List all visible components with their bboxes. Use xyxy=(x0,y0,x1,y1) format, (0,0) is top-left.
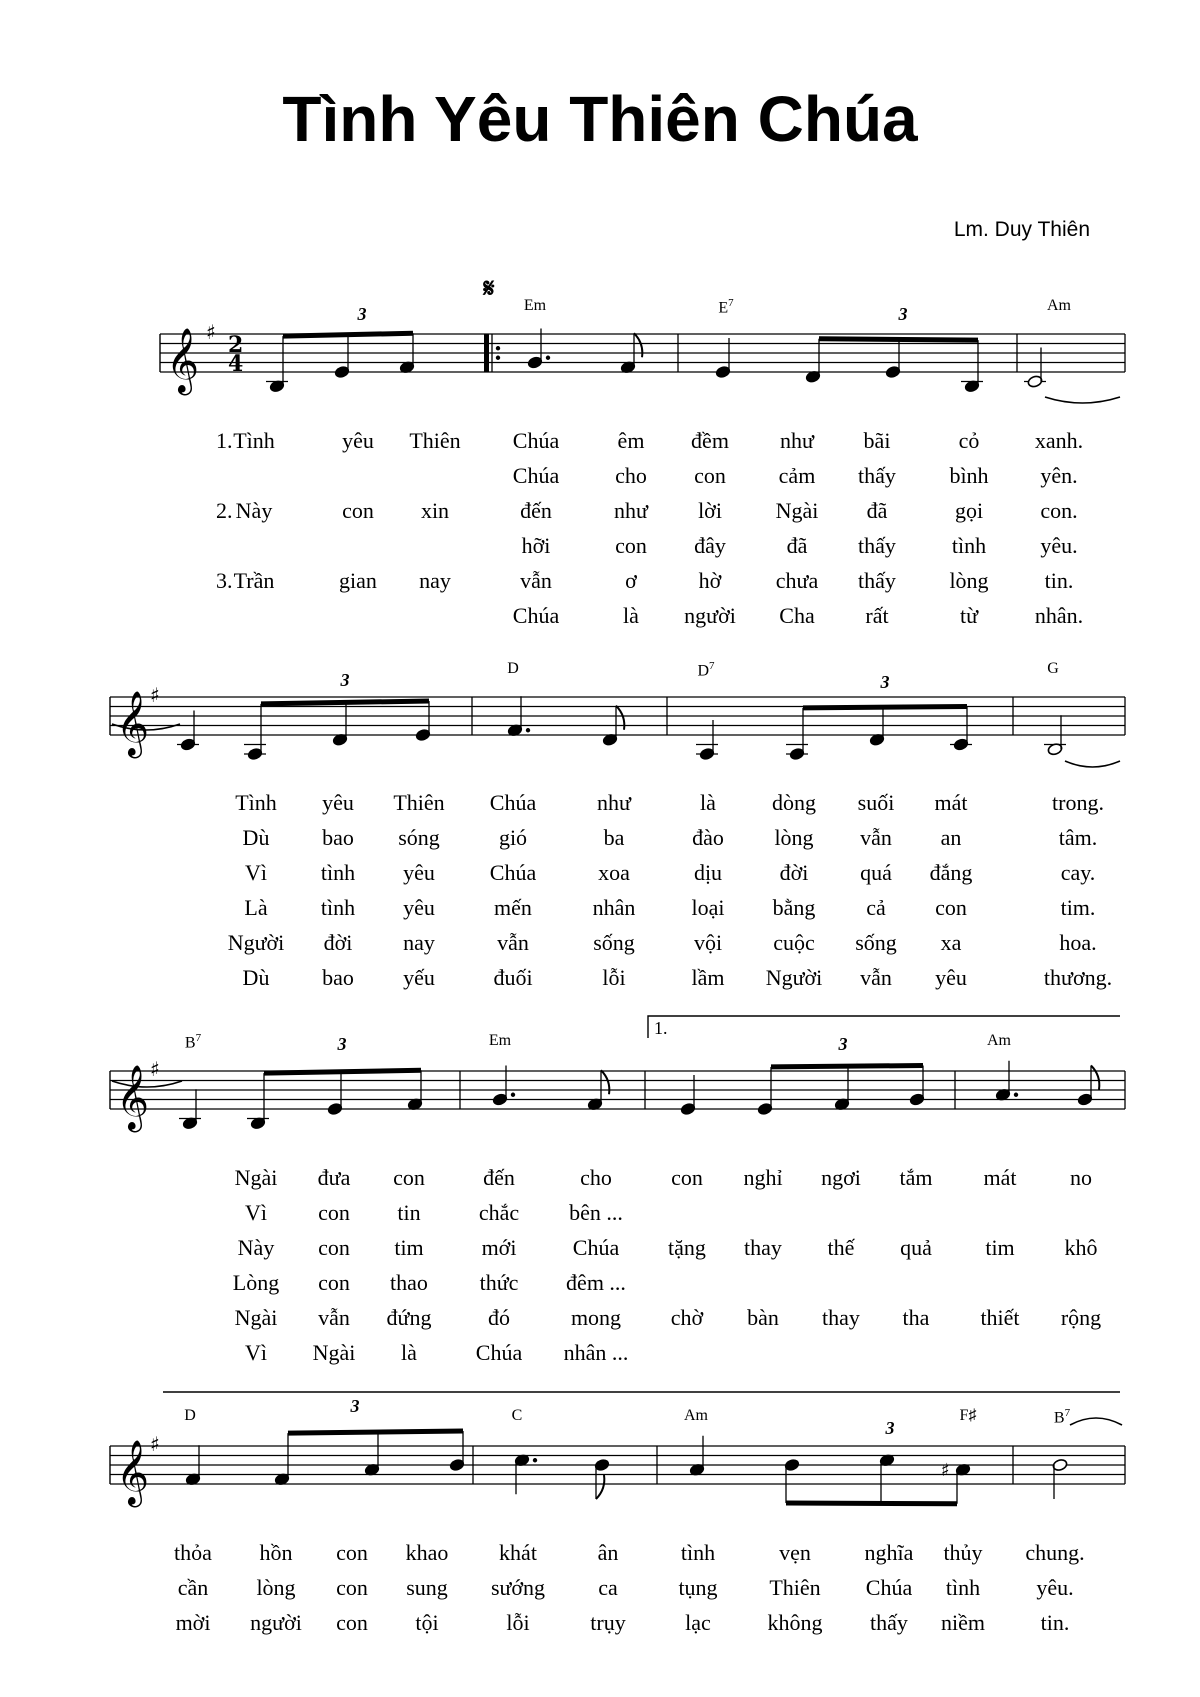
lyric-syllable: xin xyxy=(420,498,450,523)
lyric-syllable: tình xyxy=(680,1540,716,1565)
lyric-syllable: tình xyxy=(320,860,356,885)
lyric-syllable: thấy xyxy=(858,568,896,593)
lyric-syllable: no xyxy=(1070,1165,1092,1190)
lyric-syllable: con xyxy=(671,1165,703,1190)
lyric-syllable: trong. xyxy=(1052,790,1104,815)
note-beam xyxy=(786,1503,957,1504)
lyric-syllable: rất xyxy=(865,603,889,628)
lyric-syllable: đây xyxy=(694,533,726,558)
staff-system-3 xyxy=(110,1016,1125,1132)
chord-symbol: C xyxy=(511,1407,523,1424)
lyric-syllable: dòng xyxy=(772,790,816,815)
lyric-syllable: êm xyxy=(617,428,645,453)
lyric-syllable: Thiên xyxy=(393,790,445,815)
lyric-syllable: Chúa xyxy=(512,463,560,488)
lyric-syllable: Dù xyxy=(242,825,270,850)
lyric-syllable: thao xyxy=(390,1270,428,1295)
sharp-accidental-icon: ♯ xyxy=(941,1459,950,1481)
song-title: Tình Yêu Thiên Chúa xyxy=(282,83,918,155)
lyric-syllable: Ngài xyxy=(775,498,819,523)
lyric-syllable: con xyxy=(615,533,647,558)
lyric-syllable: tim xyxy=(985,1235,1015,1260)
lyric-syllable: đào xyxy=(692,825,724,850)
lyric-syllable: sóng xyxy=(398,825,440,850)
lyric-syllable: khô xyxy=(1064,1235,1098,1260)
lyric-syllable: nhân. xyxy=(1034,603,1084,628)
time-signature-numerator: 2 xyxy=(228,332,244,358)
chord-symbol: D xyxy=(184,1407,196,1424)
lyric-syllable: Dù xyxy=(242,965,270,990)
lyric-syllable: lòng xyxy=(774,825,814,850)
lyric-syllable: con xyxy=(336,1610,368,1635)
chord-symbol: $D^7$ xyxy=(697,660,715,680)
lyric-syllable: Là xyxy=(244,895,268,920)
lyric-syllable: Cha xyxy=(779,603,815,628)
lyric-syllable: là xyxy=(401,1340,417,1365)
lyric-syllable: mát xyxy=(934,790,968,815)
lyric-syllable: khao xyxy=(405,1540,449,1565)
verse-number: 2. xyxy=(216,498,233,523)
chord-extension: 7 xyxy=(728,297,734,309)
volta-bracket xyxy=(648,1016,1120,1038)
note-flag xyxy=(596,1475,604,1499)
lyric-syllable: nay xyxy=(419,568,451,593)
lyric-syllable: tình xyxy=(320,895,356,920)
lyric-syllable: Chúa xyxy=(489,790,537,815)
lyric-syllable: nay xyxy=(403,930,435,955)
lyric-syllable: Chúa xyxy=(512,428,560,453)
note-flag xyxy=(1091,1066,1099,1090)
lyric-syllable: Chúa xyxy=(512,603,560,628)
lyric-syllable: Tình xyxy=(233,428,275,453)
augmentation-dot xyxy=(546,356,550,360)
lyric-syllable: Người xyxy=(227,930,285,955)
chord-extension: 7 xyxy=(709,660,715,672)
tuplet-number: 3 xyxy=(340,670,350,690)
lyric-syllable: vẫn xyxy=(520,568,552,593)
lyric-syllable: tin xyxy=(397,1200,421,1225)
lyric-syllable: cần xyxy=(177,1575,209,1600)
tuplet-number: 3 xyxy=(885,1418,895,1438)
chord-symbol: $B^7$ xyxy=(184,1032,202,1052)
lyric-syllable: người xyxy=(684,603,736,628)
lyric-syllable: cả xyxy=(866,895,886,920)
chord-symbol: F♯ xyxy=(959,1407,977,1424)
lyric-syllable: tặng xyxy=(668,1235,706,1260)
lyric-syllable: như xyxy=(780,428,814,453)
lyric-syllable: Trần xyxy=(233,568,275,593)
lyric-syllable: cho xyxy=(615,463,647,488)
lyric-syllable: vội xyxy=(693,930,723,955)
lyric-syllable: ba xyxy=(603,825,625,850)
lyric-syllable: không xyxy=(767,1610,823,1635)
augmentation-dot xyxy=(1014,1093,1018,1097)
note-beam xyxy=(264,1070,421,1073)
lyric-syllable: mới xyxy=(481,1235,517,1260)
lyric-syllable: Chúa xyxy=(865,1575,913,1600)
lyric-syllable: con xyxy=(318,1235,350,1260)
lyric-syllable: suối xyxy=(857,790,895,815)
augmentation-dot xyxy=(533,1458,537,1462)
lyric-syllable: bao xyxy=(322,965,354,990)
note-flag xyxy=(601,1070,609,1094)
chord-symbol: Em xyxy=(523,297,547,314)
lyric-syllable: yêu xyxy=(322,790,354,815)
lyric-syllable: ngơi xyxy=(821,1165,861,1190)
lyric-syllable: thấy xyxy=(858,463,896,488)
tuplet-number: 3 xyxy=(357,304,367,324)
lyric-syllable: Thiên xyxy=(769,1575,821,1600)
lyric-syllable: sướng xyxy=(490,1575,546,1600)
lyric-syllable: tin. xyxy=(1040,1610,1070,1635)
composer-credit: Lm. Duy Thiên xyxy=(953,218,1090,241)
lyric-syllable: lời xyxy=(698,498,722,523)
augmentation-dot xyxy=(526,728,530,732)
lyric-syllable: con xyxy=(342,498,374,523)
lyric-syllable: đời xyxy=(323,930,353,955)
lyric-syllable: Tình xyxy=(235,790,277,815)
tuplet-number: 3 xyxy=(337,1034,347,1054)
lyric-syllable: hỡi xyxy=(521,533,551,558)
lyric-syllable: lạc xyxy=(685,1610,711,1635)
lyric-syllable: lòng xyxy=(949,568,989,593)
lyric-syllable: Này xyxy=(235,498,273,523)
lyric-syllable: quá xyxy=(860,860,892,885)
lyric-syllable: gian xyxy=(339,568,377,593)
tie-curve xyxy=(1045,397,1120,403)
lyric-syllable: yên. xyxy=(1040,463,1078,488)
lyric-syllable: thấy xyxy=(870,1610,908,1635)
lyric-syllable: an xyxy=(940,825,962,850)
lyric-syllable: lỗi xyxy=(506,1610,530,1635)
lyric-syllable: con xyxy=(318,1270,350,1295)
volta-label: 1. xyxy=(654,1018,668,1038)
lyric-syllable: cuộc xyxy=(773,930,815,955)
lyric-syllable: như xyxy=(614,498,648,523)
chord-symbol: Am xyxy=(684,1407,708,1424)
lyric-syllable: từ xyxy=(959,603,979,628)
tie-curve xyxy=(1065,761,1120,767)
lyric-syllable: đắng xyxy=(929,860,973,885)
lyric-syllable: đã xyxy=(786,533,808,558)
lyric-syllable: mến xyxy=(494,895,532,920)
lyric-syllable: yêu xyxy=(403,860,435,885)
lyric-syllable: đã xyxy=(866,498,888,523)
lyric-syllable: yêu xyxy=(342,428,374,453)
lyric-syllable: tình xyxy=(945,1575,981,1600)
lyric-syllable: thỏa xyxy=(174,1540,212,1565)
lyric-syllable: Chúa xyxy=(572,1235,620,1260)
lyric-syllable: là xyxy=(700,790,716,815)
lyric-syllable: tội xyxy=(415,1610,439,1635)
lyric-syllable: thương. xyxy=(1043,965,1113,990)
lyric-syllable: đến xyxy=(483,1165,515,1190)
lyric-syllable: vẹn xyxy=(779,1540,811,1565)
note-beam xyxy=(803,706,967,707)
tuplet-number: 3 xyxy=(880,672,890,692)
lyric-syllable: Vì xyxy=(245,860,267,885)
lyric-syllable: vẫn xyxy=(318,1305,350,1330)
lyric-syllable: tâm. xyxy=(1058,825,1098,850)
chord-symbol: Am xyxy=(1047,297,1071,314)
tie-curve xyxy=(1070,1418,1122,1425)
lyric-syllable: đến xyxy=(520,498,552,523)
lyric-syllable: tắm xyxy=(899,1165,933,1190)
chord-symbol: $B^7$ xyxy=(1053,1407,1071,1427)
lyric-syllable: thiết xyxy=(980,1305,1020,1330)
lyric-syllable: sống xyxy=(593,930,635,955)
lyric-syllable: Thiên xyxy=(409,428,461,453)
lyric-syllable: sung xyxy=(406,1575,448,1600)
staff-system-2 xyxy=(110,683,1125,767)
lyric-syllable: nghĩa xyxy=(864,1540,914,1565)
lyric-syllable: gọi xyxy=(954,498,984,523)
lyric-syllable: đềm xyxy=(691,428,729,453)
lyric-syllable: yêu xyxy=(935,965,967,990)
lyric-syllable: hoa. xyxy=(1059,930,1097,955)
lyric-syllable: mát xyxy=(983,1165,1017,1190)
lyric-syllable: ơ xyxy=(625,568,637,593)
lyric-syllable: con xyxy=(935,895,967,920)
lyric-syllable: chưa xyxy=(775,568,819,593)
lyric-syllable: sống xyxy=(855,930,897,955)
lyric-syllable: Vì xyxy=(245,1200,267,1225)
lyric-syllable: con xyxy=(694,463,726,488)
chord-symbol: D xyxy=(507,660,519,677)
chord-symbol: Em xyxy=(488,1032,512,1049)
tuplet-number: 3 xyxy=(350,1396,360,1416)
treble-clef-icon: 𝄞 xyxy=(116,1440,150,1505)
lyric-syllable: Này xyxy=(237,1235,275,1260)
lyric-syllable: Ngài xyxy=(234,1305,278,1330)
lyric-syllable: tình xyxy=(951,533,987,558)
sharp-key-signature-icon: ♯ xyxy=(150,1432,160,1456)
lyric-syllable: Chúa xyxy=(489,860,537,885)
note-beam xyxy=(819,339,978,340)
lyric-syllable: rộng xyxy=(1060,1305,1102,1330)
verse-number: 3. xyxy=(216,568,233,593)
lyric-syllable: tụng xyxy=(678,1575,718,1600)
note-flag xyxy=(634,333,642,357)
lyric-syllable: bình xyxy=(949,463,989,488)
lyric-syllable: Lòng xyxy=(232,1270,280,1295)
chord-extension: 7 xyxy=(1064,1407,1071,1419)
lyric-syllable: tim xyxy=(394,1235,424,1260)
lyric-syllable: nhân ... xyxy=(563,1340,629,1365)
lyric-syllable: mong xyxy=(570,1305,622,1330)
repeat-dot xyxy=(496,346,500,350)
repeat-thick-barline xyxy=(484,334,489,372)
lyric-syllable: bên ... xyxy=(569,1200,623,1225)
lyric-syllable: con xyxy=(318,1200,350,1225)
lyric-syllable: yêu xyxy=(403,895,435,920)
chord-symbol: Am xyxy=(987,1032,1011,1049)
lyric-syllable: loại xyxy=(691,895,725,920)
lyric-syllable: đứng xyxy=(386,1305,432,1330)
note-flag xyxy=(616,706,624,730)
lyric-syllable: thay xyxy=(822,1305,860,1330)
lyric-syllable: Ngài xyxy=(312,1340,356,1365)
lyric-syllable: lòng xyxy=(256,1575,296,1600)
lyric-syllable: vẫn xyxy=(497,930,529,955)
lyric-syllable: cho xyxy=(580,1165,612,1190)
sharp-key-signature-icon: ♯ xyxy=(150,1057,160,1081)
lyric-syllable: Ngài xyxy=(234,1165,278,1190)
lyric-syllable: con xyxy=(336,1540,368,1565)
lyric-syllable: tim. xyxy=(1060,895,1096,920)
lyric-syllable: con xyxy=(393,1165,425,1190)
chord-symbol: $E^7$ xyxy=(718,297,734,317)
lyric-syllable: chung. xyxy=(1025,1540,1085,1565)
lyric-syllable: tha xyxy=(902,1305,930,1330)
lyric-syllable: chắc xyxy=(478,1200,520,1225)
lyric-syllable: là xyxy=(623,603,639,628)
lyric-syllable: hờ xyxy=(698,568,722,593)
lyric-syllable: trụy xyxy=(590,1610,626,1635)
lyric-syllable: nghỉ xyxy=(743,1165,783,1190)
lyric-syllable: đuối xyxy=(493,965,533,990)
lyric-syllable: hồn xyxy=(259,1540,293,1565)
chord-extension: 7 xyxy=(195,1032,202,1044)
lyric-syllable: yêu. xyxy=(1036,1575,1074,1600)
note-beam xyxy=(771,1066,923,1067)
lyric-syllable: cảm xyxy=(778,463,816,488)
lyric-syllable: thủy xyxy=(943,1540,983,1565)
lyric-syllable: lầm xyxy=(691,965,725,990)
lyric-syllable: bãi xyxy=(863,428,891,453)
lyric-syllable: lỗi xyxy=(602,965,626,990)
augmentation-dot xyxy=(511,1093,515,1097)
treble-clef-icon: 𝄞 xyxy=(166,328,200,393)
lyric-syllable: xoa xyxy=(598,860,630,885)
lyric-syllable: nhân xyxy=(592,895,636,920)
lyric-syllable: yêu. xyxy=(1040,533,1078,558)
lyric-syllable: yếu xyxy=(403,965,435,990)
tuplet-number: 3 xyxy=(898,304,908,324)
lyric-syllable: đêm ... xyxy=(566,1270,626,1295)
lyric-syllable: bao xyxy=(322,825,354,850)
lyric-syllable: cỏ xyxy=(958,428,980,453)
lyric-syllable: ca xyxy=(598,1575,618,1600)
lyric-syllable: người xyxy=(250,1610,302,1635)
lyric-syllable: Vì xyxy=(245,1340,267,1365)
lyric-syllable: vẫn xyxy=(860,825,892,850)
note-beam xyxy=(288,1431,463,1433)
note-beam xyxy=(283,333,413,336)
tuplet-number: 3 xyxy=(838,1034,848,1054)
treble-clef-icon: 𝄞 xyxy=(116,691,150,756)
lyric-syllable: gió xyxy=(498,825,528,850)
lyric-syllable: cay. xyxy=(1060,860,1096,885)
lyric-syllable: con. xyxy=(1040,498,1078,523)
lyric-syllable: vẫn xyxy=(860,965,892,990)
lyric-syllable: thế xyxy=(827,1235,855,1260)
chord-symbol: G xyxy=(1047,660,1059,677)
lyric-syllable: chờ xyxy=(670,1305,704,1330)
lyric-syllable: bàn xyxy=(747,1305,779,1330)
note-beam xyxy=(261,701,429,704)
lyric-syllable: Chúa xyxy=(475,1340,523,1365)
lyric-syllable: xa xyxy=(940,930,962,955)
lyric-syllable: như xyxy=(597,790,631,815)
sharp-key-signature-icon: ♯ xyxy=(206,320,216,344)
lyric-syllable: bằng xyxy=(772,895,816,920)
lyric-syllable: niềm xyxy=(941,1610,985,1635)
lyric-syllable: con xyxy=(336,1575,368,1600)
lyric-syllable: đời xyxy=(779,860,809,885)
lyric-syllable: dịu xyxy=(693,860,723,885)
lyric-syllable: tin. xyxy=(1044,568,1074,593)
sharp-key-signature-icon: ♯ xyxy=(150,683,160,707)
treble-clef-icon: 𝄞 xyxy=(116,1065,150,1130)
segno-icon: 𝄋 xyxy=(483,274,495,304)
lyric-syllable: mời xyxy=(175,1610,211,1635)
lyric-syllable: đưa xyxy=(317,1165,351,1190)
lyric-syllable: thức xyxy=(479,1270,519,1295)
lyric-syllable: thay xyxy=(744,1235,782,1260)
verse-number: 1. xyxy=(216,428,233,453)
lyric-syllable: ân xyxy=(597,1540,619,1565)
lyric-syllable: Người xyxy=(765,965,823,990)
lyric-syllable: đó xyxy=(488,1305,510,1330)
repeat-dot xyxy=(496,356,500,360)
staff-system-1 xyxy=(160,320,1125,403)
lyric-syllable: quả xyxy=(900,1235,932,1260)
lyric-syllable: xanh. xyxy=(1034,428,1084,453)
lyric-syllable: thấy xyxy=(858,533,896,558)
lyric-syllable: khát xyxy=(499,1540,537,1565)
time-signature-denominator: 4 xyxy=(228,351,244,377)
